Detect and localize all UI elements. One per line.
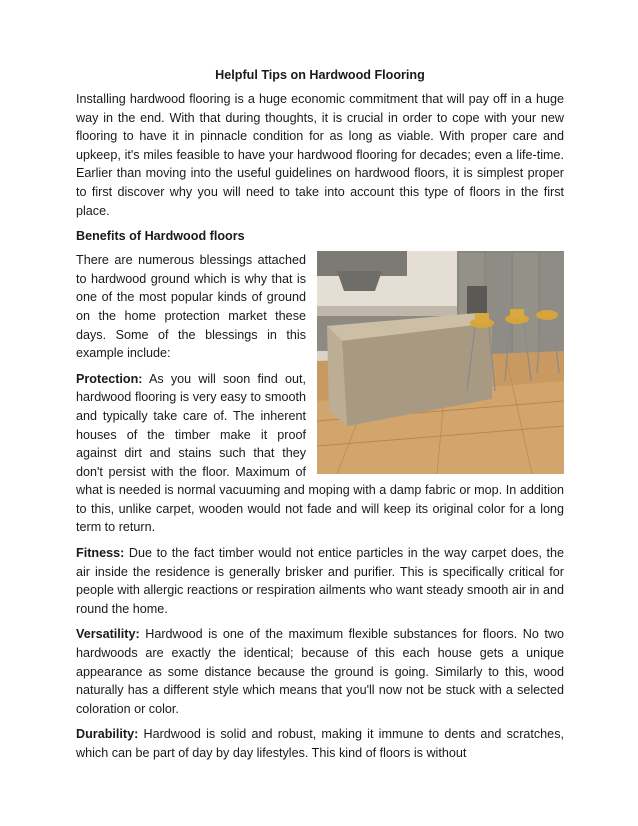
section-text: Hardwood is one of the maximum flexible substances for floors. No two hardwoods are exactly the identical; because of this each house gets a unique appearance as some distance because the ground is going. Similarly to this, wood naturally has a different style which means that you'll now not be stuck with a selected coloration or color.: [76, 627, 564, 716]
section-label: Protection:: [76, 371, 143, 386]
section-text: As you will soon find out, hardwood flooring is very easy to smooth and typically take care of. The inherent houses of the timber make it proof against dirt and stains such that they don't persist with the floor. Maximum of what is needed is normal vacuuming and moping with a damp fabric or mop. In addition to this, unlike carpet, wooden would not fade and will keep its original color for a long term to return.: [76, 371, 564, 535]
kitchen-hardwood-floor-image: [317, 251, 564, 474]
section-text: Hardwood is solid and robust, making it immune to dents and scratches, which can be part of day by day lifestyles. This kind of floors is without: [76, 727, 564, 760]
section-fitness: [76, 544, 564, 618]
kitchen-photo: [317, 251, 564, 474]
section-label: Durability:: [76, 727, 139, 742]
section-durability: [76, 725, 564, 762]
benefits-heading: Benefits of Hardwood floors: [76, 229, 245, 244]
intro-paragraph: Installing hardwood flooring is a huge economic commitment that will pay off in a huge way in the end. With that during thoughts, it is crucial in order to cope with your new flooring to have it in pinnacle condition for as long as viable. With proper care and upkeep, it's miles feasible to have your hardwood flooring for decades; even a life-time. Earlier than moving into the useful guidelines on hardwood floors, it is simplest proper to first discover why you will need to take into account this type of floors in the first place.: [76, 92, 564, 218]
benefits-intro-text: There are numerous blessings attached to hardwood ground which is why that is one of the most popular kinds of ground on the home protection market these days. Some of the blessings in this example include:: [76, 253, 306, 361]
section-versatility: [76, 625, 564, 718]
section-label: Fitness:: [76, 546, 125, 561]
benefits-intro-paragraph: [76, 251, 564, 363]
document-page: [76, 66, 564, 770]
section-text: Due to the fact timber would not entice particles in the way carpet does, the air inside the residence is generally brisker and purifier. This is specifically critical for people with allergic reactions or respiration ailments who want steady smooth air in and round the home.: [76, 546, 564, 616]
document-title: Helpful Tips on Hardwood Flooring: [215, 68, 425, 82]
section-label: Versatility:: [76, 627, 140, 642]
